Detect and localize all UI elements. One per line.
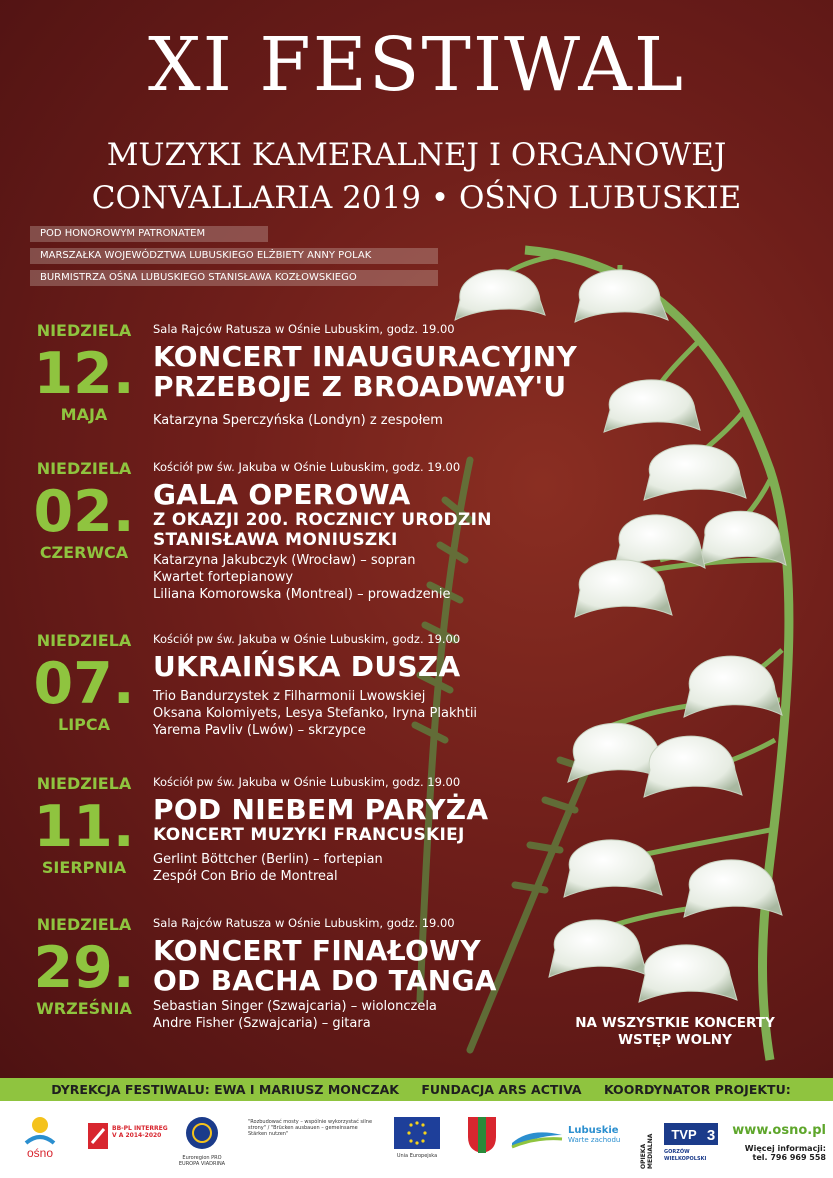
coat-of-arms-logo	[466, 1115, 498, 1155]
event-performer: Zespół Con Brio de Montreal	[153, 869, 338, 884]
event-subtitle: Z OKAZJI 200. ROCZNICY URODZIN	[153, 510, 492, 530]
foundation-name: FUNDACJA ARS ACTIVA	[421, 1082, 582, 1097]
event-venue: Sala Rajców Ratusza w Ośnie Lubuskim, godz. 19.00	[153, 322, 455, 336]
info-label: Więcej informacji:	[744, 1144, 826, 1153]
event-performer: Sebastian Singer (Szwajcaria) – wiolonczela	[153, 999, 437, 1014]
lubuskie-slogan: Warte zachodu	[568, 1136, 621, 1144]
eu-label: Unia Europejska	[396, 1153, 438, 1159]
event-venue: Kościół pw św. Jakuba w Ośnie Lubuskim, godz. 19.00	[153, 632, 461, 646]
event-date	[28, 916, 140, 1018]
event-performer: Gerlint Böttcher (Berlin) – fortepian	[153, 852, 383, 867]
osno-logo	[20, 1113, 60, 1167]
event-title: POD NIEBEM PARYŻA	[153, 793, 489, 826]
patronage-line: MARSZAŁKA WOJEWÓDZTWA LUBUSKIEGO ELŻBIETY ANNY POLAK	[30, 248, 438, 264]
media-patronage-label	[640, 1115, 652, 1169]
event-performer: Katarzyna Sperczyńska (Londyn) z zespołem	[153, 413, 443, 428]
event-title: PRZEBOJE Z BROADWAY'U	[153, 370, 567, 403]
event-info	[153, 775, 623, 885]
svg-text:ośno: ośno	[26, 1146, 54, 1160]
event-title: UKRAIŃSKA DUSZA	[153, 650, 461, 683]
event-performer: Trio Bandurzystek z Filharmonii Lwowskiej	[153, 689, 426, 704]
event-day-number: 02.	[33, 479, 135, 545]
event-info	[153, 916, 623, 1032]
event-date	[28, 775, 140, 877]
free-entry-line: NA WSZYSTKIE KONCERTY	[575, 1015, 775, 1031]
event-info	[153, 632, 623, 739]
event-weekday: NIEDZIELA	[36, 631, 132, 650]
event-performer: Liliana Komorowska (Montreal) – prowadzenie	[153, 587, 451, 602]
event-title: OD BACHA DO TANGA	[153, 964, 497, 997]
event-subtitle: KONCERT MUZYKI FRANCUSKIEJ	[153, 825, 465, 845]
festival-title: XI FESTIWAL	[147, 22, 686, 108]
event-venue: Sala Rajców Ratusza w Ośnie Lubuskim, godz. 19.00	[153, 916, 455, 930]
svg-text:TVP: TVP	[671, 1127, 697, 1142]
event-day-number: 07.	[33, 651, 135, 717]
info-phone: tel. 796 969 558	[752, 1153, 826, 1162]
event-performer: Oksana Kolomiyets, Lesya Stefanko, Iryna Plakhtii	[153, 706, 478, 721]
lubuskie-label: Lubuskie	[568, 1125, 619, 1136]
event-day-number: 12.	[33, 341, 135, 407]
gorzow-label: GORZÓW WIELKOPOLSKI	[664, 1149, 707, 1162]
event-weekday: NIEDZIELA	[36, 459, 132, 478]
event-day-number: 11.	[33, 794, 135, 860]
event-venue: Kościół pw św. Jakuba w Ośnie Lubuskim, godz. 19.00	[153, 775, 461, 789]
patronage-line: BURMISTRZA OŚNA LUBUSKIEGO STANISŁAWA KOZŁOWSKIEGO	[30, 270, 438, 286]
event-title: KONCERT FINAŁOWY	[153, 934, 481, 967]
event-venue: Kościół pw św. Jakuba w Ośnie Lubuskim, godz. 19.00	[153, 460, 461, 474]
event-subtitle: STANISŁAWA MONIUSZKI	[153, 530, 398, 550]
wave-logo	[510, 1125, 564, 1151]
tvp3-logo	[664, 1123, 720, 1169]
svg-text:3: 3	[706, 1127, 716, 1144]
event-month: WRZEŚNIA	[36, 999, 132, 1018]
event-performer: Kwartet fortepianowy	[153, 570, 294, 585]
media-patronage-text: OPIEKA MEDIALNA	[640, 1133, 654, 1169]
event-month: SIERPNIA	[41, 858, 127, 877]
euroregion-label: Euroregion PRO EUROPA VIADRINA	[178, 1155, 226, 1167]
festival-subtitle-line1: MUZYKI KAMERALNEJ I ORGANOWEJ	[106, 137, 727, 173]
credits-bar	[0, 1078, 833, 1101]
patronage-line: POD HONOROWYM PATRONATEM	[30, 226, 268, 242]
event-title: KONCERT INAUGURACYJNY	[153, 340, 578, 373]
event-date	[28, 322, 140, 424]
festival-subtitle-line2: CONVALLARIA 2019 • OŚNO LUBUSKIE	[91, 180, 742, 216]
event-weekday: NIEDZIELA	[36, 915, 132, 934]
free-entry-note	[560, 1015, 790, 1049]
interreg-logo	[88, 1123, 168, 1153]
event-weekday: NIEDZIELA	[36, 774, 132, 793]
event-date	[28, 460, 140, 562]
lubuskie-logo	[568, 1125, 638, 1144]
project-coordinator: KOORDYNATOR PROJEKTU:	[603, 1082, 791, 1097]
interreg-label: BB-PL INTERREG V A 2014-2020	[112, 1125, 168, 1139]
event-performer: Andre Fisher (Szwajcaria) – gitara	[153, 1016, 371, 1031]
event-month: CZERWCA	[39, 543, 129, 562]
event-month: MAJA	[60, 405, 108, 424]
event-info	[153, 322, 623, 429]
website-link[interactable]: www.osno.pl	[732, 1123, 826, 1138]
sponsor-logos-strip	[0, 1101, 833, 1178]
event-date	[28, 632, 140, 734]
event-performer: Yarema Pavliv (Lwów) – skrzypce	[153, 723, 366, 738]
funding-text: "Rozbudować mosty – wspólnie wykorzystać silne strony" / "Brücken ausbauen – gemeinsame Stärken nutzen"	[248, 1119, 373, 1137]
contact-info	[730, 1123, 826, 1162]
eu-flag-logo	[392, 1117, 442, 1163]
event-info	[153, 460, 623, 603]
euroregion-logo	[172, 1115, 232, 1173]
event-performer: Katarzyna Jakubczyk (Wrocław) – sopran	[153, 553, 416, 568]
free-entry-line: WSTĘP WOLNY	[618, 1032, 732, 1048]
event-month: LIPCA	[58, 715, 110, 734]
event-title: GALA OPEROWA	[153, 478, 411, 511]
event-weekday: NIEDZIELA	[36, 321, 132, 340]
event-day-number: 29.	[33, 935, 135, 1001]
festival-direction: DYREKCJA FESTIWALU: EWA I MARIUSZ MONCZAK	[51, 1082, 399, 1097]
